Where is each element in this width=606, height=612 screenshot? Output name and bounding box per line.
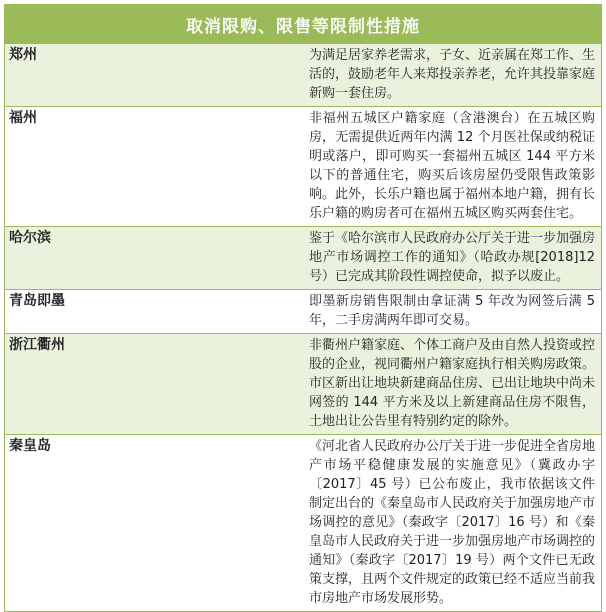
policy-paragraph: 非衢州户籍家庭、个体工商户及由自然人投资或控股的企业，视同衢州户籍家庭执行相关购房政策。 — [309, 338, 596, 372]
policy-table — [4, 4, 602, 612]
table-row — [5, 107, 602, 227]
table-row — [5, 435, 602, 612]
policy-description — [303, 290, 602, 334]
city-name: 哈尔滨 — [5, 227, 304, 290]
policy-table-container — [4, 4, 602, 612]
city-name: 青岛即墨 — [5, 290, 304, 334]
city-name: 郑州 — [5, 44, 304, 107]
policy-paragraph: 鉴于《哈尔滨市人民政府办公厅关于进一步加强房地产市场调控工作的通知》（哈政办规[2018]12 号）已完成其阶段性调控使命，拟予以废止。 — [309, 231, 596, 284]
table-row — [5, 227, 602, 290]
table-row — [5, 44, 602, 107]
policy-description — [303, 435, 602, 612]
policy-paragraph: 市区新出让地块新建商品住房、已出让地块中尚未网签的 144 平方米及以上新建商品住房不限售，土地出让公告里有特别约定的除外。 — [309, 376, 596, 429]
policy-paragraph: 即墨新房销售限制由拿证满 5 年改为网签后满 5 年，二手房满两年即可交易。 — [309, 294, 595, 328]
policy-paragraph: 为满足居家养老需求，子女、近亲属在郑工作、生活的，鼓励老年人来郑投亲养老，允许其投靠家庭新购一套住房。 — [309, 48, 596, 101]
table-row — [5, 290, 602, 334]
policy-paragraph: 《河北省人民政府办公厅关于进一步促进全省房地产市场平稳健康发展的实施意见》（冀政办字〔2017〕45 号）已公布废止，我市依据该文件制定出台的《秦皇岛市人民政府关于加强房地产市场调控的意见》（秦政字〔2017〕16 号）和《秦皇岛市人民政府关于进一步加强房地产市场调控的通知》（秦政字〔2017〕19 号）两个文件已无政策支撑，且两个文件规定的政策已经不适应当前我市房地产市场发展形势。 — [309, 439, 596, 606]
policy-description — [303, 44, 602, 107]
table-row — [5, 334, 602, 435]
policy-paragraph: 非福州五城区户籍家庭（含港澳台）在五城区购房，无需提供近两年内满 12 个月医社保或纳税证明或落户，即可购买一套福州五城区 144 平方米以下的普通住宅，购买后该房屋仍受限售政策影响。此外，长乐户籍也属于福州本地户籍，拥有长乐户籍的购房者可在福州五城区购买两套住宅。 — [309, 111, 596, 221]
city-name: 秦皇岛 — [5, 435, 304, 612]
city-name: 浙江衢州 — [5, 334, 304, 435]
policy-description — [303, 334, 602, 435]
policy-description — [303, 107, 602, 227]
table-title: 取消限购、限售等限制性措施 — [5, 5, 602, 44]
city-name: 福州 — [5, 107, 304, 227]
policy-description — [303, 227, 602, 290]
